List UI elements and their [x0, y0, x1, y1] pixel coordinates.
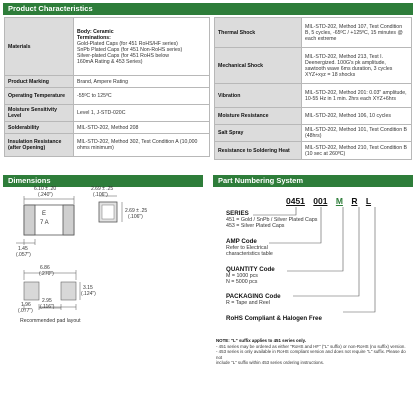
row-key: Moisture Resistance [215, 108, 302, 125]
cap-width-dimension-inches: (.106") [93, 192, 108, 198]
quantity-title: QUANTITY Code [226, 266, 275, 273]
row-value: MIL-STD-202, Method 201: 0.03" amplitude, 10-55 Hz in 1 min. 2hrs each XYZ+6hrs [302, 84, 412, 108]
quantity-line: N = 5000 pcs [226, 279, 258, 286]
table-row [5, 18, 210, 76]
table-row [5, 76, 210, 88]
series-line: 453 = Silver Plated Caps [226, 223, 285, 230]
table-row [5, 134, 210, 157]
part-quantity-code: M [335, 196, 343, 206]
row-key: Salt Spray [215, 125, 302, 142]
pad-gap-dimension-inches: (.077") [18, 308, 33, 314]
row-value: MIL-STD-202, Method 213, Test I. Deenergized. 100G's pk amplitude, sawtooth wave 6ms duration, 3 cycles XYZ+xyz = 18 shocks [302, 48, 412, 84]
series-title: SERIES [226, 210, 249, 217]
materials-value [74, 18, 210, 76]
materials-line: Gold-Plated Caps (for 451 RoHS/HF series) [77, 40, 178, 47]
quantity-line: M = 1000 pcs [226, 273, 258, 280]
row-value: MIL-STD-202, Method 107, Test Condition B, 5 cycles, -65ºC / +125ºC, 15 minutes @ each extreme [302, 18, 412, 48]
width-dimension-inches: (.106") [128, 214, 143, 220]
row-value: MIL-STD-202, Method 208 [74, 122, 210, 134]
row-key: Resistance to Soldering Heat [215, 142, 302, 160]
cap-length-dimension-inches: (.057") [16, 252, 31, 258]
table-row [5, 105, 210, 122]
amp-title: AMP Code [226, 238, 257, 245]
series-line: 451 = Gold / SnPb / Silver Plated Caps [226, 217, 318, 224]
packaging-line: R = Tape and Reel [226, 300, 270, 307]
materials-line: Silver-plated Caps (for 451 RoHS below [77, 52, 169, 59]
row-key: Mechanical Shock [215, 48, 302, 84]
row-value: Brand, Ampere Rating [74, 76, 210, 88]
table-row [215, 142, 412, 160]
width-dimension: 2.69 ± .25 [125, 208, 148, 214]
pad-total-dimension: 6.86 [40, 265, 50, 271]
amp-line: Refer to Electrical [226, 245, 268, 252]
note-line: - 451 series may be ordered as either "RoHS and HF" ("L" suffix) or non-RoHS (no suffix) version. [216, 343, 406, 349]
fuse-top-view [24, 205, 74, 235]
amp-description [226, 239, 273, 258]
cap-width-dimension: 2.69 ± .25 [91, 186, 114, 192]
series-description [226, 211, 317, 230]
part-amp-code: 001 [313, 196, 328, 206]
table-row [5, 88, 210, 105]
note-line: include "L" suffix within 453 series ordering instructions. [216, 360, 324, 365]
row-value: -55ºC to 125ºC [74, 88, 210, 105]
rohs-title: RoHS Compliant & Halogen Free [226, 315, 322, 322]
table-row [215, 48, 412, 84]
row-key: Moisture Sensitivity Level [5, 105, 74, 122]
left-spec-table [4, 17, 210, 157]
note-line: - 453 series is only available in RoHS compliant version and does not require "L" suffix. Please do not [216, 349, 406, 360]
materials-line: SnPb Plated Caps (for 451 Non-RoHS series) [77, 46, 183, 53]
cap-length-dimension: 1.45 [18, 246, 28, 252]
row-value: MIL-STD-202, Method 210, Test Condition B (10 sec at 260ºC) [302, 142, 412, 160]
row-key: Vibration [215, 84, 302, 108]
ordering-note [216, 338, 412, 366]
materials-body-line: Body: Ceramic [77, 28, 114, 35]
fuse-marking-rating: 7 A [40, 220, 49, 226]
pad-width-dimension-inches: (.124") [81, 291, 96, 297]
pad-width-dimension: 3.15 [83, 285, 93, 291]
note-title: NOTE: "L" suffix applies to 451 series only. [216, 338, 306, 343]
table-row [215, 18, 412, 48]
row-value: MIL-STD-202, Method 302, Test Condition A (10,000 ohms minimum) [74, 134, 210, 157]
packaging-description [226, 294, 281, 306]
row-key: Materials [5, 18, 74, 76]
row-key: Product Marking [5, 76, 74, 88]
table-row [215, 125, 412, 142]
table-row [215, 84, 412, 108]
row-value: Level 1, J-STD-020C [74, 105, 210, 122]
length-dimension: 6.10 ± .20 [34, 186, 57, 192]
part-packaging-code: R [351, 196, 358, 206]
right-spec-table [214, 17, 412, 160]
row-value: MIL-STD-202, Method 101, Test Condition B (48hrs) [302, 125, 412, 142]
row-key: Thermal Shock [215, 18, 302, 48]
fuse-end-view [99, 202, 117, 222]
pad-layout-caption: Recommended pad layout [20, 318, 81, 324]
quantity-description [226, 267, 275, 286]
fuse-marking-e: E [42, 211, 47, 217]
part-numbering-header: Part Numbering System [213, 175, 413, 187]
part-rohs-code: L [365, 196, 372, 206]
row-key: Solderability [5, 122, 74, 134]
row-value: MIL-STD-202, Method 106, 10 cycles [302, 108, 412, 125]
materials-line: 160mA Rating & 453 Series) [77, 58, 143, 65]
length-dimension-inches: (.240") [38, 192, 53, 198]
pad-total-dimension-inches: (.270") [39, 271, 54, 277]
amp-line: characteristics table [226, 251, 273, 258]
rohs-description [226, 316, 322, 322]
row-key: Operating Temperature [5, 88, 74, 105]
pad-length-dimension: 2.95 [42, 298, 52, 304]
product-characteristics-header: Product Characteristics [3, 3, 413, 15]
dimensions-header: Dimensions [3, 175, 203, 187]
pad-length-dimension-inches: (.116") [40, 304, 55, 310]
materials-terminations-label: Terminations: [77, 34, 111, 41]
packaging-title: PACKAGING Code [226, 293, 281, 300]
part-series-code: 0451 [286, 196, 305, 206]
table-row [5, 122, 210, 134]
row-key: Insulation Resistance (after Opening) [5, 134, 74, 157]
pad-gap-dimension: 1.96 [21, 302, 31, 308]
table-row [215, 108, 412, 125]
